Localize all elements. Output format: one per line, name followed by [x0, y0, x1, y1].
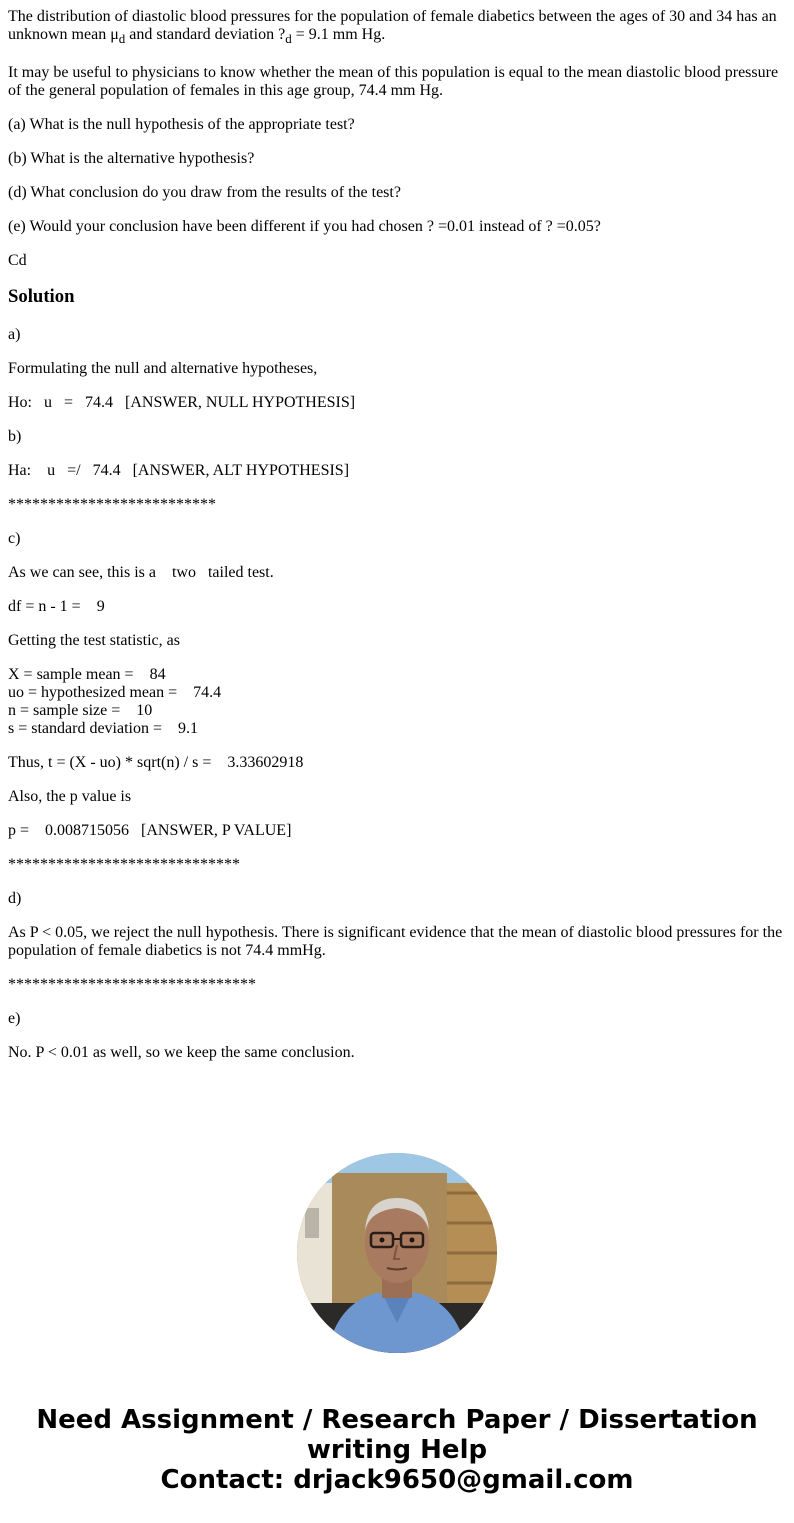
solution-heading: Solution — [8, 286, 75, 307]
p-value-line: p = 0.008715056 [ANSWER, P VALUE] — [8, 822, 292, 839]
question-intro-text-b: and standard deviation ? — [125, 26, 286, 43]
sample-mean-line: X = sample mean = 84 — [8, 666, 166, 683]
solution-c-label: c) — [8, 530, 21, 547]
alt-hypothesis-line: Ha: u =/ 74.4 [ANSWER, ALT HYPOTHESIS] — [8, 462, 350, 479]
t-statistic-line: Thus, t = (X - uo) * sqrt(n) / s = 3.33602918 — [8, 754, 304, 771]
hypothesized-mean-line: uo = hypothesized mean = 74.4 — [8, 684, 222, 701]
mu-subscript: d — [118, 31, 126, 46]
statistic-values-block — [8, 666, 786, 738]
separator-stars-2: ***************************** — [8, 856, 240, 873]
question-part-b: (b) What is the alternative hypothesis? — [8, 150, 255, 167]
e-conclusion: No. P < 0.01 as well, so we keep the same conclusion. — [8, 1044, 355, 1061]
solution-formulating: Formulating the null and alternative hypotheses, — [8, 360, 318, 377]
document-body — [8, 8, 786, 1078]
solution-b-label: b) — [8, 428, 22, 445]
d-conclusion: As P < 0.05, we reject the null hypothesis. There is significant evidence that the mean of diastolic blood pressures for the population of female diabetics is not 74.4 mmHg. — [8, 924, 783, 959]
author-portrait-image — [297, 1153, 497, 1353]
question-cd: Cd — [8, 252, 27, 269]
question-part-d: (d) What conclusion do you draw from the results of the test? — [8, 184, 401, 201]
question-context: It may be useful to physicians to know whether the mean of this population is equal to the mean diastolic blood pressure of the general population of females in this age group, 74.4 mm Hg. — [8, 64, 779, 99]
standard-deviation-line: s = standard deviation = 9.1 — [8, 720, 199, 737]
question-part-e: (e) Would your conclusion have been different if you had chosen ? =0.01 instead of ? =0.05? — [8, 218, 601, 235]
footer-line-1: Need Assignment / Research Paper / Dissertation — [36, 1405, 758, 1435]
footer-contact-line: Contact: drjack9650@gmail.com — [160, 1465, 634, 1495]
df-line: df = n - 1 = 9 — [8, 598, 105, 615]
solution-d-label: d) — [8, 890, 22, 907]
separator-stars-3: ******************************* — [8, 976, 256, 993]
sigma-subscript: d — [285, 31, 292, 46]
sample-size-line: n = sample size = 10 — [8, 702, 153, 719]
question-part-a: (a) What is the null hypothesis of the appropriate test? — [8, 116, 355, 133]
author-photo — [297, 1153, 497, 1353]
null-hypothesis-line: Ho: u = 74.4 [ANSWER, NULL HYPOTHESIS] — [8, 394, 356, 411]
footer-line-2: writing Help — [306, 1435, 488, 1465]
question-intro-text-a: The distribution of diastolic blood pressures for the population of female diabetics between the ages of 30 and 34 has an unknown mean μ — [8, 8, 777, 43]
question-intro-text-c: = 9.1 mm Hg. — [291, 26, 386, 43]
p-value-intro: Also, the p value is — [8, 788, 132, 805]
solution-a-label: a) — [8, 326, 21, 343]
getting-statistic-line: Getting the test statistic, as — [8, 632, 180, 649]
separator-stars-1: ************************** — [8, 496, 216, 513]
two-tailed-line: As we can see, this is a two tailed test. — [8, 564, 274, 581]
solution-e-label: e) — [8, 1010, 21, 1027]
question-intro — [8, 8, 786, 44]
footer-contact-banner — [0, 1405, 794, 1495]
